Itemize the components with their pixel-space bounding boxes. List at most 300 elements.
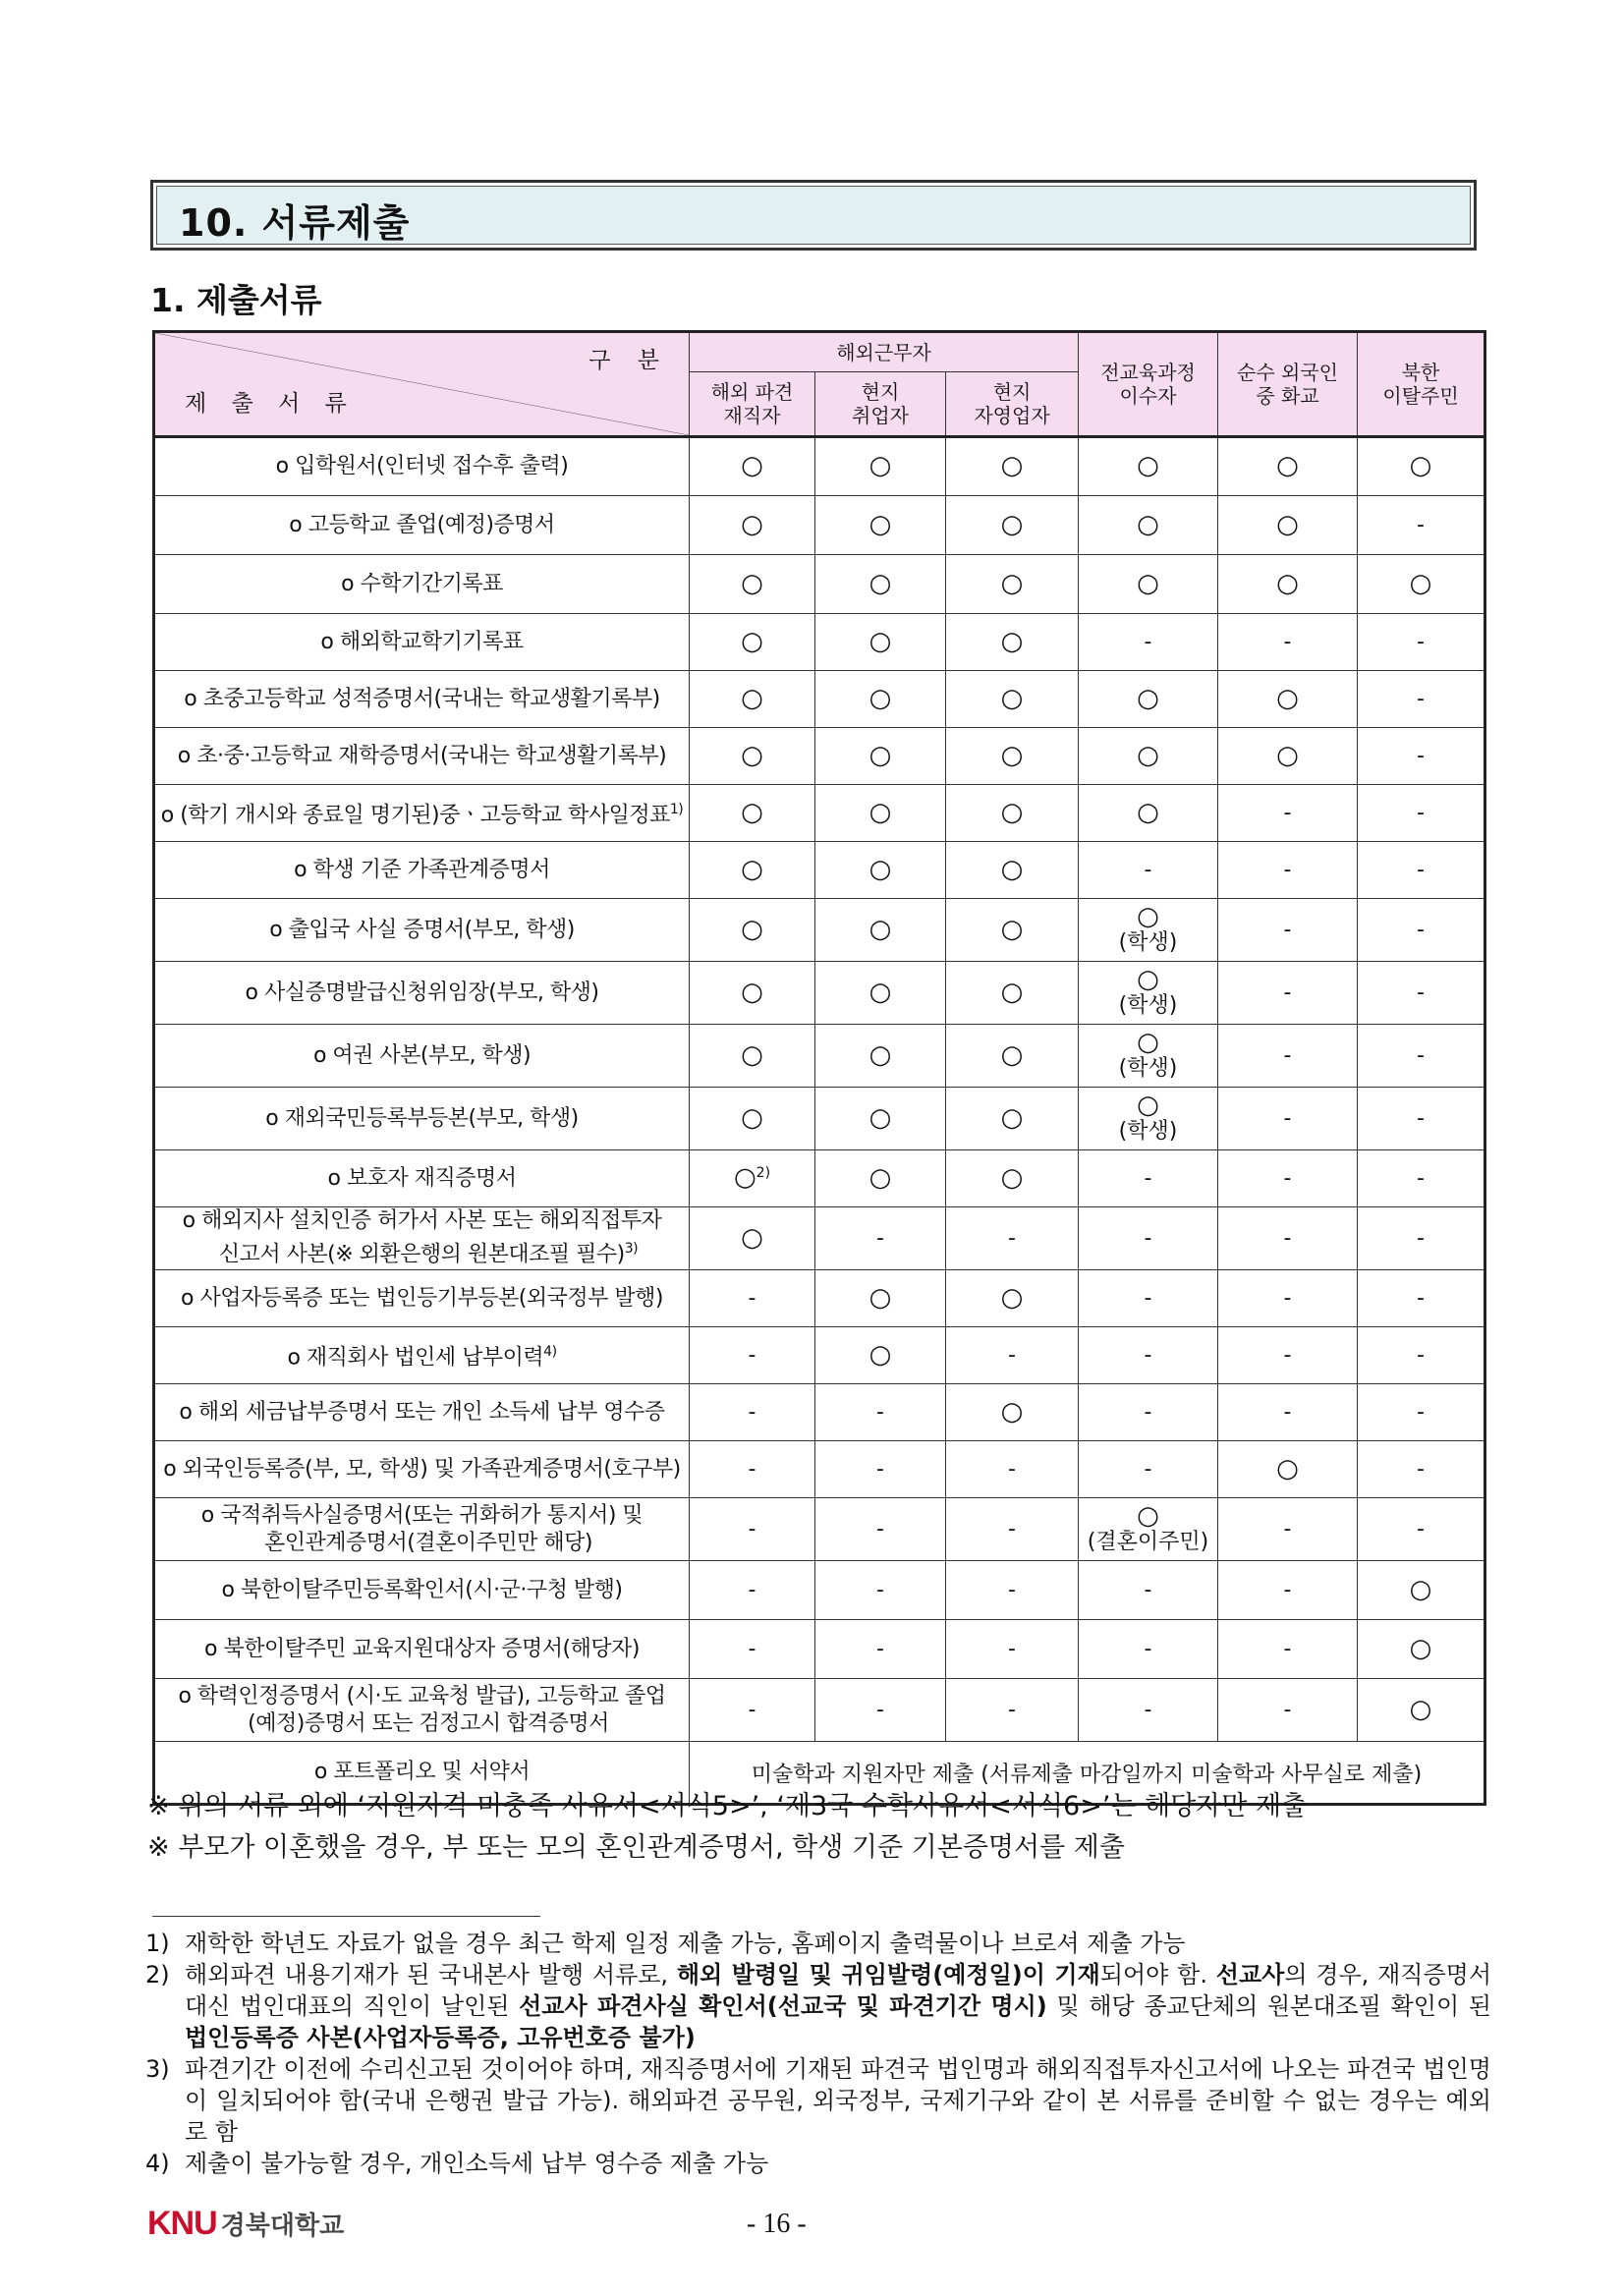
doc-name: o 사업자등록증 또는 법인등기부등본(외국정부 발행) — [181, 1285, 663, 1311]
mark-cell — [1218, 496, 1358, 555]
circle-mark: ○ — [1409, 1633, 1432, 1663]
doc-name: o 외국인등록증(부, 모, 학생) 및 가족관계증명서(호구부) — [163, 1456, 681, 1482]
mark-cell — [946, 1150, 1079, 1207]
table-row — [154, 1327, 1485, 1384]
mark-cell — [1218, 1679, 1358, 1742]
mark-cell — [1079, 1207, 1218, 1270]
dash-mark: - — [1417, 1043, 1425, 1068]
mark-cell — [946, 555, 1079, 614]
mark-cell — [946, 1327, 1079, 1384]
dash-mark: - — [748, 1578, 756, 1602]
dash-mark: - — [1008, 1226, 1016, 1251]
knu-logo-mark: KNU — [147, 2205, 217, 2242]
mark-cell — [1218, 1561, 1358, 1620]
table-row — [154, 1384, 1485, 1441]
section-title-box — [150, 180, 1477, 251]
circle-mark: ○ — [868, 1282, 892, 1313]
table-row — [154, 1679, 1485, 1742]
mark-cell — [1358, 1150, 1485, 1207]
table-row — [154, 496, 1485, 555]
mark-cell — [1079, 842, 1218, 899]
fn2-part: 되어야 함. — [1099, 1961, 1216, 1988]
mark-cell — [946, 1270, 1079, 1327]
circle-mark: ○ — [1000, 683, 1024, 713]
doc-name: o 사실증명발급신청위임장(부모, 학생) — [245, 980, 599, 1005]
mark-cell — [1079, 962, 1218, 1025]
mark-cell — [1358, 496, 1485, 555]
mark-cell — [1358, 899, 1485, 962]
mark-cell — [946, 1441, 1079, 1498]
circle-mark: ○ — [868, 1039, 892, 1070]
circle-mark: ○ — [868, 1162, 892, 1193]
table-row — [154, 785, 1485, 842]
note-line: ※ 위의 서류 외에 ‘지원자격 미충족 사유서<서식5>’, ‘제3국 수학사유서<서식6>’는 해당자만 제출 — [147, 1791, 1308, 1821]
mark-cell — [815, 614, 946, 671]
dash-mark: - — [1144, 630, 1152, 654]
circle-mark: ○ — [741, 914, 763, 944]
col-header: 해외 파견 재직자 — [690, 372, 815, 437]
footnote-number: 1) — [145, 1930, 170, 1957]
dash-mark: - — [1283, 1698, 1292, 1722]
dash-mark: - — [1417, 858, 1425, 882]
circle-mark: ○ — [1137, 451, 1159, 480]
fn2-bold: 선교사 파견사실 확인서(선교국 및 파견기간 명시) — [519, 1992, 1047, 2020]
doc-name-cell — [154, 1150, 690, 1207]
dash-mark: - — [1283, 858, 1292, 882]
mark-cell — [815, 1270, 946, 1327]
mark-cell — [690, 842, 815, 899]
mark-cell — [1358, 614, 1485, 671]
mark-cell — [1218, 614, 1358, 671]
mark-cell — [1218, 1025, 1358, 1088]
dash-mark: - — [1417, 918, 1425, 942]
mark-cell — [946, 962, 1079, 1025]
mark-cell — [1079, 555, 1218, 614]
footnote-text: 제출이 불가능할 경우, 개인소득세 납부 영수증 제출 가능 — [185, 2150, 769, 2177]
circle-mark: ○ — [1137, 797, 1159, 827]
circle-mark: ○ — [1409, 568, 1432, 598]
dash-mark: - — [876, 1457, 884, 1482]
dash-mark: - — [1417, 1226, 1425, 1251]
circle-mark: ○ — [868, 1102, 892, 1133]
mark-cell — [1218, 555, 1358, 614]
corner-header-bottom: 제 출 서 류 — [185, 391, 356, 417]
table-row — [154, 1150, 1485, 1207]
mark-cell — [1218, 1620, 1358, 1679]
mark-cell — [1218, 1384, 1358, 1441]
dash-mark: - — [1283, 1400, 1292, 1425]
doc-name-cell — [154, 962, 690, 1025]
note-line: ※ 부모가 이혼했을 경우, 부 또는 모의 혼인관계증명서, 학생 기준 기본증명서를 제출 — [147, 1832, 1125, 1863]
mark-cell — [690, 1207, 815, 1270]
dash-mark: - — [1283, 1637, 1292, 1661]
circle-mark: ○ — [741, 854, 763, 884]
fn2-bold: 법인등록증 사본(사업자등록증, 고유번호증 불가) — [185, 2024, 696, 2051]
mark-cell — [1358, 555, 1485, 614]
mark-cell — [946, 437, 1079, 496]
dash-mark: - — [1417, 1286, 1425, 1311]
mark-cell — [946, 899, 1079, 962]
dash-mark: - — [1144, 1343, 1152, 1368]
doc-name-cell — [154, 1384, 690, 1441]
mark-note: (결혼이주민) — [1087, 1530, 1209, 1554]
circle-mark: ○ — [1276, 1453, 1299, 1484]
corner-header-top: 구 분 — [588, 348, 669, 373]
mark-cell — [946, 842, 1079, 899]
mark-cell — [1358, 1088, 1485, 1150]
mark-cell — [946, 671, 1079, 728]
mark-cell — [1218, 785, 1358, 842]
mark-cell — [1218, 437, 1358, 496]
doc-name: o 수학기간기록표 — [341, 571, 503, 596]
mark-cell — [1358, 671, 1485, 728]
dash-mark: - — [1144, 1400, 1152, 1425]
mark-cell — [1358, 1025, 1485, 1088]
mark-cell — [1218, 842, 1358, 899]
dash-mark: - — [876, 1698, 884, 1722]
doc-name-line2: 신고서 사본(※ 외환은행의 원본대조필 필수) — [205, 1242, 625, 1267]
page-number: - 16 - — [747, 2209, 807, 2239]
dash-mark: - — [1283, 1106, 1292, 1131]
dash-mark: - — [1417, 630, 1425, 654]
mark-cell — [1079, 1150, 1218, 1207]
circle-mark: ○ — [741, 568, 763, 598]
table-row — [154, 1561, 1485, 1620]
dash-mark: - — [748, 1286, 756, 1311]
footnote-number: 2) — [145, 1961, 170, 1988]
group-header-overseas: 해외근무자 — [690, 332, 1079, 372]
mark-cell — [815, 1498, 946, 1561]
dash-mark: - — [1417, 1106, 1425, 1131]
dash-mark: - — [1283, 1343, 1292, 1368]
footnote-ref: 4) — [543, 1344, 557, 1361]
fn2-part: 해외파견 내용기재가 된 국내본사 발행 서류로, — [185, 1961, 677, 1988]
table-row — [154, 1498, 1485, 1561]
dash-mark: - — [1283, 1166, 1292, 1191]
mark-cell — [1079, 899, 1218, 962]
doc-name: o 해외지사 설치인증 허가서 사본 또는 해외직접투자 — [182, 1208, 662, 1234]
dash-mark: - — [1417, 744, 1425, 768]
mark-cell — [1079, 785, 1218, 842]
doc-name-cell — [154, 1620, 690, 1679]
doc-name: o 고등학교 졸업(예정)증명서 — [289, 512, 555, 537]
mark-cell — [690, 496, 815, 555]
circle-mark: ○ — [1409, 451, 1432, 480]
circle-mark: ○ — [1137, 509, 1159, 539]
mark-cell — [690, 1441, 815, 1498]
col-header: 현지 취업자 — [815, 372, 946, 437]
footnote-text — [185, 1959, 1491, 2053]
col-header: 전교육과정 이수자 — [1079, 332, 1218, 437]
knu-logo — [147, 2205, 344, 2243]
mark-cell — [1358, 728, 1485, 785]
mark-cell — [815, 1384, 946, 1441]
col-header: 북한 이탈주민 — [1358, 332, 1485, 437]
mark-cell — [815, 1441, 946, 1498]
circle-mark: ○ — [868, 854, 892, 884]
doc-name-cell — [154, 1207, 690, 1270]
circle-mark: ○ — [741, 509, 763, 539]
mark-cell — [815, 1327, 946, 1384]
mark-cell — [815, 1088, 946, 1150]
doc-name: o 학력인정증명서 (시·도 교육청 발급), 고등학교 졸업 — [178, 1683, 666, 1708]
table-row — [154, 1088, 1485, 1150]
footnote-ref: 3) — [624, 1241, 639, 1258]
mark-cell — [946, 1025, 1079, 1088]
circle-mark: ○ — [868, 797, 892, 827]
doc-name: o (학기 개시와 종료일 명기된)중ㆍ고등학교 학사일정표 — [160, 803, 670, 828]
mark-cell — [1079, 1679, 1218, 1742]
footnotes — [145, 1928, 1491, 2179]
mark-cell — [815, 899, 946, 962]
circle-mark: ○ — [1000, 451, 1024, 480]
mark-cell — [1079, 437, 1218, 496]
dash-mark: - — [748, 1517, 756, 1541]
mark-cell — [815, 437, 946, 496]
mark-cell — [815, 1561, 946, 1620]
circle-mark: ○ — [868, 509, 892, 539]
dash-mark: - — [1417, 1400, 1425, 1425]
mark-cell — [1079, 1441, 1218, 1498]
dash-mark: - — [1008, 1517, 1016, 1541]
dash-mark: - — [1283, 1517, 1292, 1541]
dash-mark: - — [1144, 858, 1152, 882]
dash-mark: - — [1008, 1457, 1016, 1482]
mark-cell — [1079, 1384, 1218, 1441]
mark-cell — [815, 1620, 946, 1679]
doc-name: o 북한이탈주민등록확인서(시·군·구청 발행) — [221, 1577, 623, 1602]
mark-cell — [1079, 1088, 1218, 1150]
circle-mark: ○ — [868, 683, 892, 713]
mark-cell — [1358, 1561, 1485, 1620]
dash-mark: - — [1417, 1457, 1425, 1482]
mark-cell — [690, 1620, 815, 1679]
doc-name: o 국적취득사실증명서(또는 귀화허가 통지서) 및 — [200, 1502, 644, 1528]
section-title: 10. 서류제출 — [179, 201, 411, 245]
table-row — [154, 962, 1485, 1025]
doc-name: o 보호자 재직증명서 — [327, 1165, 517, 1191]
mark-cell — [1358, 1498, 1485, 1561]
mark-cell — [1079, 1561, 1218, 1620]
mark-cell — [1358, 1384, 1485, 1441]
dash-mark: - — [1283, 1286, 1292, 1311]
circle-mark: ○ — [1000, 977, 1024, 1007]
dash-mark: - — [1144, 1226, 1152, 1251]
doc-name-cell — [154, 785, 690, 842]
mark-cell — [1358, 1327, 1485, 1384]
dash-mark: - — [1417, 1517, 1425, 1541]
mark-cell — [815, 785, 946, 842]
circle-mark: ○ — [741, 1222, 763, 1253]
doc-name-cell — [154, 437, 690, 496]
circle-mark: ○ — [1000, 1039, 1024, 1070]
circle-mark: ○ — [1000, 1162, 1024, 1193]
table-row — [154, 437, 1485, 496]
mark-cell — [690, 1270, 815, 1327]
table-row — [154, 842, 1485, 899]
circle-mark: ○ — [868, 1339, 892, 1370]
table-row — [154, 1620, 1485, 1679]
circle-mark: ○ — [741, 626, 763, 656]
footnote-ref: 1) — [669, 802, 684, 818]
table-row — [154, 1207, 1485, 1270]
footnote-3 — [145, 2053, 1491, 2148]
circle-mark: ○ — [741, 1039, 763, 1070]
dash-mark: - — [1417, 687, 1425, 711]
mark-cell — [946, 728, 1079, 785]
mark-cell — [690, 1327, 815, 1384]
mark-cell — [1358, 962, 1485, 1025]
mark-cell — [815, 962, 946, 1025]
mark-cell — [1079, 671, 1218, 728]
mark-cell — [1218, 1150, 1358, 1207]
dash-mark: - — [748, 1698, 756, 1722]
circle-mark: ○ — [1276, 568, 1299, 598]
mark-cell — [815, 1679, 946, 1742]
doc-name-cell — [154, 1270, 690, 1327]
dash-mark: - — [1008, 1698, 1016, 1722]
circle-mark: ○ — [1137, 965, 1159, 994]
table-row — [154, 1025, 1485, 1088]
dash-mark: - — [876, 1517, 884, 1541]
doc-name-cell — [154, 1498, 690, 1561]
table-row — [154, 614, 1485, 671]
doc-name: o 재직회사 법인세 납부이력 — [287, 1345, 544, 1371]
circle-mark: ○ — [868, 914, 892, 944]
mark-cell — [815, 1207, 946, 1270]
mark-cell — [1079, 1620, 1218, 1679]
mark-note: (학생) — [1118, 993, 1178, 1018]
circle-mark: ○ — [1276, 451, 1299, 480]
mark-cell — [1358, 1207, 1485, 1270]
doc-name: o 해외학교학기기록표 — [320, 629, 524, 654]
mark-cell — [690, 1025, 815, 1088]
mark-cell — [1079, 1025, 1218, 1088]
mark-cell — [1358, 1620, 1485, 1679]
dash-mark: - — [1417, 1343, 1425, 1368]
mark-cell — [690, 1498, 815, 1561]
mark-cell — [946, 1679, 1079, 1742]
circle-mark: ○ — [1409, 1694, 1432, 1724]
dash-mark: - — [1008, 1578, 1016, 1602]
dash-mark: - — [1417, 980, 1425, 1005]
footnote-2 — [145, 1959, 1491, 2053]
mark-cell — [690, 614, 815, 671]
doc-name: o 여권 사본(부모, 학생) — [312, 1042, 532, 1068]
dash-mark: - — [876, 1400, 884, 1425]
mark-cell — [690, 671, 815, 728]
corner-header-cell — [154, 332, 690, 437]
mark-cell — [946, 614, 1079, 671]
mark-cell — [1218, 1498, 1358, 1561]
circle-mark: ○ — [1000, 509, 1024, 539]
table-row — [154, 728, 1485, 785]
footnote-divider — [152, 1916, 540, 1917]
dash-mark: - — [1283, 1043, 1292, 1068]
circle-mark: ○ — [1000, 626, 1024, 656]
mark-cell — [815, 842, 946, 899]
doc-name-cell — [154, 842, 690, 899]
mark-cell — [690, 899, 815, 962]
mark-cell — [946, 1207, 1079, 1270]
circle-mark: ○ — [1137, 1028, 1159, 1057]
mark-cell — [1079, 496, 1218, 555]
doc-name-cell — [154, 1025, 690, 1088]
mark-cell — [1218, 671, 1358, 728]
mark-cell — [1218, 1270, 1358, 1327]
dash-mark: - — [748, 1343, 756, 1368]
mark-cell — [1218, 728, 1358, 785]
mark-cell — [946, 1498, 1079, 1561]
circle-mark: ○ — [1000, 1102, 1024, 1133]
circle-mark: ○ — [868, 977, 892, 1007]
table-row — [154, 899, 1485, 962]
circle-mark: ○ — [1000, 740, 1024, 770]
circle-mark: ○ — [868, 568, 892, 598]
dash-mark: - — [1008, 1343, 1016, 1368]
portfolio-note-cell: 미술학과 지원자만 제출 (서류제출 마감일까지 미술학과 사무실로 제출) — [690, 1742, 1485, 1805]
circle-mark: ○ — [868, 451, 892, 480]
doc-name-cell — [154, 1679, 690, 1742]
circle-mark: ○ — [1276, 509, 1299, 539]
subsection-title: 1. 제출서류 — [150, 281, 322, 319]
table-row — [154, 671, 1485, 728]
mark-cell — [1218, 1088, 1358, 1150]
doc-name: o 학생 기준 가족관계증명서 — [294, 857, 550, 882]
doc-name-cell — [154, 1088, 690, 1150]
circle-mark: ○ — [1137, 1501, 1159, 1531]
mark-cell — [690, 962, 815, 1025]
mark-cell — [1358, 842, 1485, 899]
doc-name-cell — [154, 496, 690, 555]
dash-mark: - — [748, 1637, 756, 1661]
doc-name: o 재외국민등록부등본(부모, 학생) — [265, 1105, 579, 1131]
table-row — [154, 555, 1485, 614]
doc-name-line2: 혼인관계증명서(결혼이주민만 해당) — [252, 1530, 592, 1555]
circle-mark: ○ — [741, 683, 763, 713]
doc-name: o 초중고등학교 성적증명서(국내는 학교생활기록부) — [184, 686, 660, 711]
mark-cell — [946, 1620, 1079, 1679]
dash-mark: - — [876, 1637, 884, 1661]
doc-name: o 초·중·고등학교 재학증명서(국내는 학교생활기록부) — [177, 743, 667, 768]
dash-mark: - — [748, 1400, 756, 1425]
mark-cell — [690, 437, 815, 496]
doc-name-cell: o 포트폴리오 및 서약서 — [154, 1742, 690, 1805]
footnote-4 — [145, 2148, 1491, 2179]
dash-mark: - — [1417, 1166, 1425, 1191]
circle-mark: ○ — [1000, 854, 1024, 884]
mark-note: (학생) — [1118, 930, 1178, 955]
mark-cell — [1218, 1207, 1358, 1270]
doc-name: o 출입국 사실 증명서(부모, 학생) — [269, 917, 575, 942]
mark-cell — [815, 1150, 946, 1207]
fn2-bold: 해외 발령일 및 귀임발령(예정일)이 기재 — [676, 1961, 1100, 1988]
table-body — [154, 437, 1485, 1805]
notes — [147, 1786, 1307, 1869]
dash-mark: - — [1417, 801, 1425, 825]
circle-mark: ○ — [868, 740, 892, 770]
mark-cell — [1079, 614, 1218, 671]
footnote-number: 4) — [145, 2150, 170, 2177]
doc-name: o 입학원서(인터넷 접수후 출력) — [275, 454, 569, 478]
dash-mark: - — [1283, 630, 1292, 654]
mark-cell — [815, 555, 946, 614]
doc-name-line2: (예정)증명서 또는 검정고시 합격증명서 — [235, 1710, 609, 1736]
dash-mark: - — [1144, 1637, 1152, 1661]
mark-cell — [815, 728, 946, 785]
col-header: 순수 외국인 중 화교 — [1218, 332, 1358, 437]
mark-cell — [1358, 1270, 1485, 1327]
